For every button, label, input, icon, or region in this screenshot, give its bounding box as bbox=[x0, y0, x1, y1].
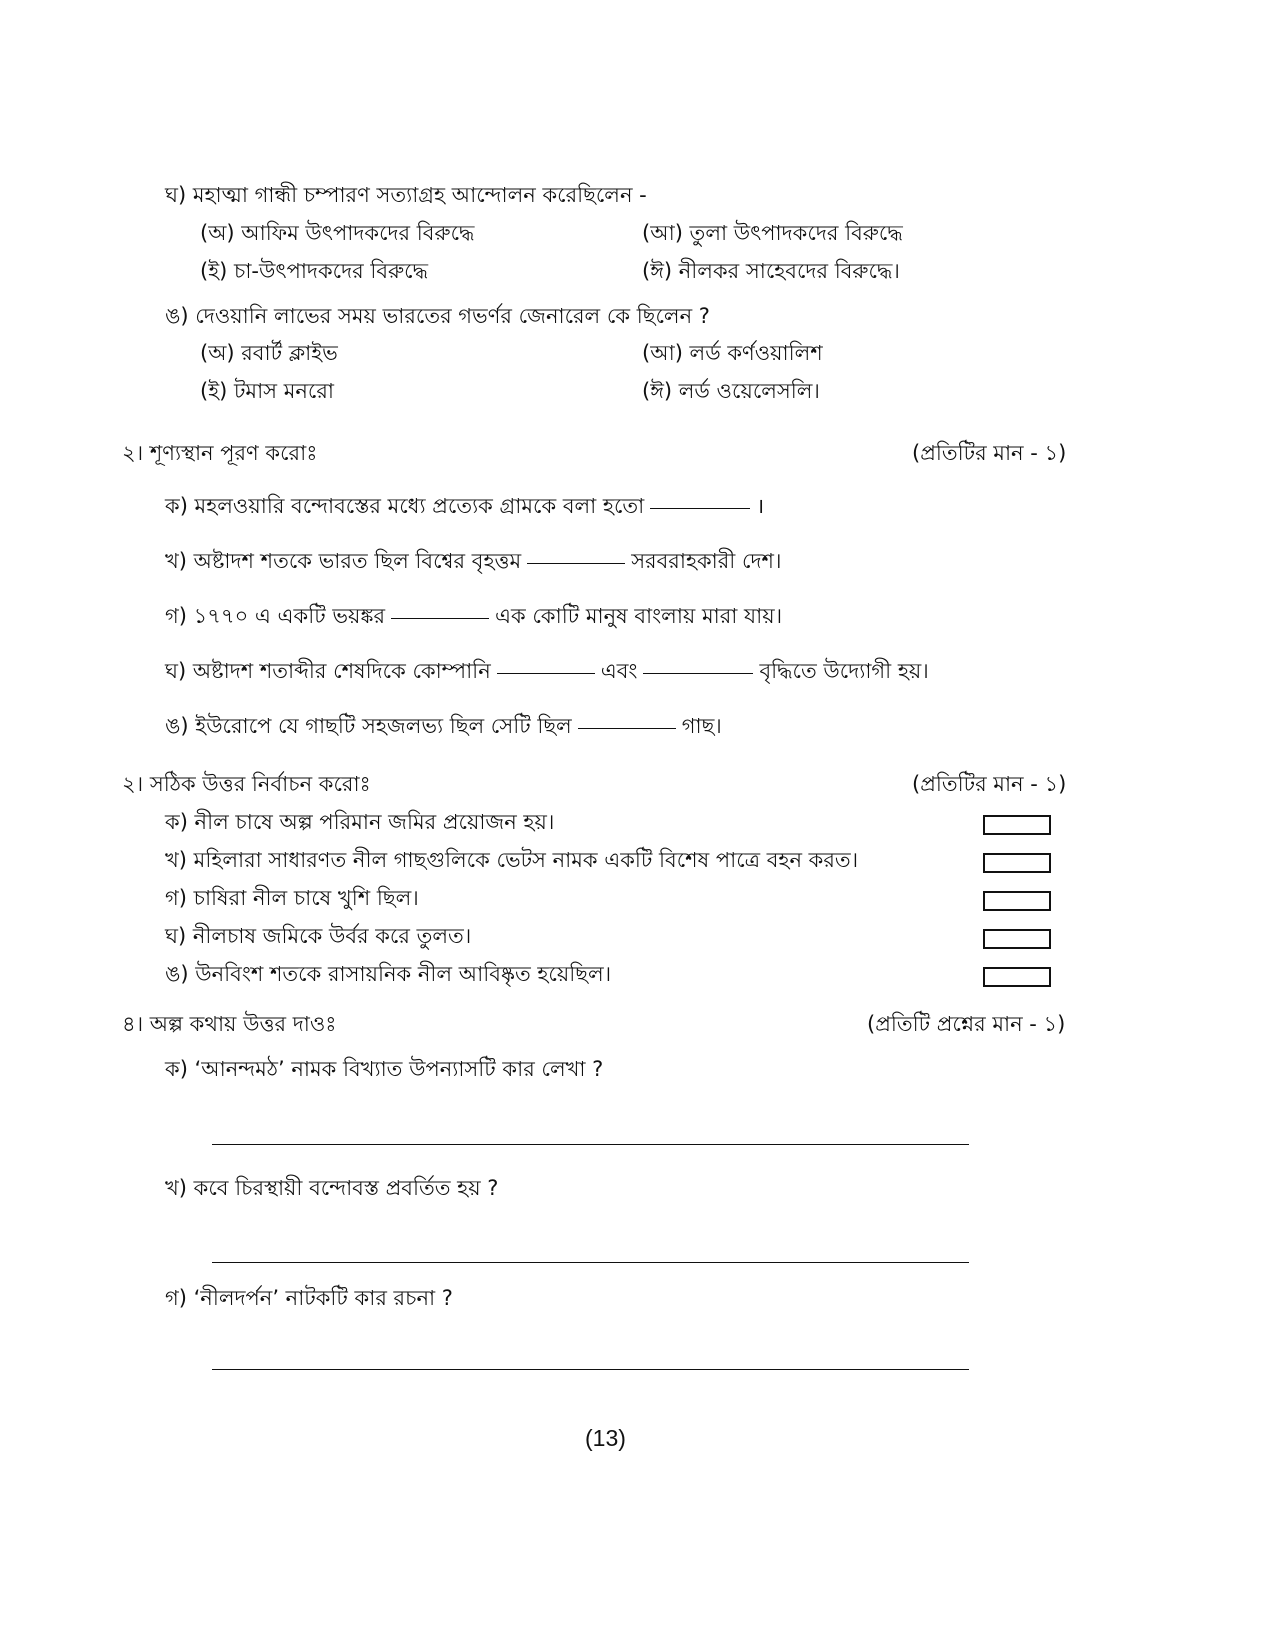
page-number: (13) bbox=[585, 1425, 626, 1451]
short-question-ga: গ) ‘নীলদর্পন’ নাটকটি কার রচনা ? bbox=[165, 1286, 453, 1310]
option-a: (অ) রবার্ট ক্লাইভ bbox=[200, 341, 338, 365]
option-i: (ই) টমাস মনরো bbox=[200, 379, 334, 403]
answer-line[interactable] bbox=[212, 1144, 969, 1145]
option-ii: (ঈ) নীলকর সাহেবদের বিরুদ্ধে। bbox=[642, 259, 900, 283]
section-heading-fill-blanks: ২। শূণ্যস্থান পূরণ করোঃ bbox=[122, 441, 318, 465]
short-question-ka: ক) ‘আনন্দমঠ’ নামক বিখ্যাত উপন্যাসটি কার লেখা ? bbox=[165, 1057, 604, 1081]
option-a: (অ) আফিম উৎপাদকদের বিরুদ্ধে bbox=[200, 221, 475, 245]
question-uma: ঙ) দেওয়ানি লাভের সময় ভারতের গভর্ণর জেনারেল কে ছিলেন ? bbox=[165, 304, 710, 328]
tf-item-uma: ঙ) উনবিংশ শতকে রাসায়নিক নীল আবিষ্কৃত হয়েছিল। bbox=[165, 962, 612, 986]
short-question-kha: খ) কবে চিরস্থায়ী বন্দোবস্ত প্রবর্তিত হয় ? bbox=[165, 1176, 499, 1200]
fill-item-ga: গ) ১৭৭০ এ একটি ভয়ঙ্কর এক কোটি মানুষ বাংলায় মারা যায়। bbox=[165, 604, 783, 628]
answer-box[interactable] bbox=[983, 929, 1051, 949]
answer-blank[interactable] bbox=[643, 672, 753, 674]
answer-box[interactable] bbox=[983, 891, 1051, 911]
section-marks: (প্রতিটির মান - ১) bbox=[912, 772, 1067, 796]
tf-item-gha: ঘ) নীলচাষ জমিকে উর্বর করে তুলত। bbox=[165, 924, 472, 948]
answer-box[interactable] bbox=[983, 967, 1051, 987]
fill-item-gha: ঘ) অষ্টাদশ শতাব্দীর শেষদিকে কোম্পানি এবং বৃদ্ধিতে উদ্যোগী হয়। bbox=[165, 659, 929, 683]
answer-blank[interactable] bbox=[497, 672, 595, 674]
option-aa: (আ) লর্ড কর্ণওয়ালিশ bbox=[642, 341, 823, 365]
fill-item-kha: খ) অষ্টাদশ শতকে ভারত ছিল বিশ্বের বৃহত্তম সরবরাহকারী দেশ। bbox=[165, 549, 782, 573]
answer-blank[interactable] bbox=[578, 727, 676, 729]
answer-line[interactable] bbox=[212, 1262, 969, 1263]
option-aa: (আ) তুলা উৎপাদকদের বিরুদ্ধে bbox=[642, 221, 903, 245]
question-gha: ঘ) মহাত্মা গান্ধী চম্পারণ সত্যাগ্রহ আন্দোলন করেছিলেন - bbox=[165, 183, 647, 207]
fill-item-uma: ঙ) ইউরোপে যে গাছটি সহজলভ্য ছিল সেটি ছিল গাছ। bbox=[165, 714, 722, 738]
tf-item-kha: খ) মহিলারা সাধারণত নীল গাছগুলিকে ভেটস নামক একটি বিশেষ পাত্রে বহন করত। bbox=[165, 848, 859, 872]
tf-item-ga: গ) চাষিরা নীল চাষে খুশি ছিল। bbox=[165, 886, 419, 910]
section-marks: (প্রতিটির মান - ১) bbox=[912, 441, 1067, 465]
option-ii: (ঈ) লর্ড ওয়েলেসলি। bbox=[642, 379, 820, 403]
section-marks: (প্রতিটি প্রশ্নের মান - ১) bbox=[867, 1012, 1066, 1036]
answer-line[interactable] bbox=[212, 1369, 969, 1370]
answer-box[interactable] bbox=[983, 815, 1051, 835]
section-heading-short-answer: ৪। অল্প কথায় উত্তর দাওঃ bbox=[122, 1012, 337, 1036]
tf-item-ka: ক) নীল চাষে অল্প পরিমান জমির প্রয়োজন হয়। bbox=[165, 810, 555, 834]
fill-item-ka: ক) মহলওয়ারি বন্দোবস্তের মধ্যে প্রত্যেক গ্রামকে বলা হতো । bbox=[165, 494, 765, 518]
answer-blank[interactable] bbox=[391, 617, 489, 619]
option-i: (ই) চা-উৎপাদকদের বিরুদ্ধে bbox=[200, 259, 428, 283]
section-heading-true-false: ২। সঠিক উত্তর নির্বাচন করোঃ bbox=[122, 772, 371, 796]
answer-blank[interactable] bbox=[527, 562, 625, 564]
answer-box[interactable] bbox=[983, 853, 1051, 873]
answer-blank[interactable] bbox=[650, 507, 750, 509]
